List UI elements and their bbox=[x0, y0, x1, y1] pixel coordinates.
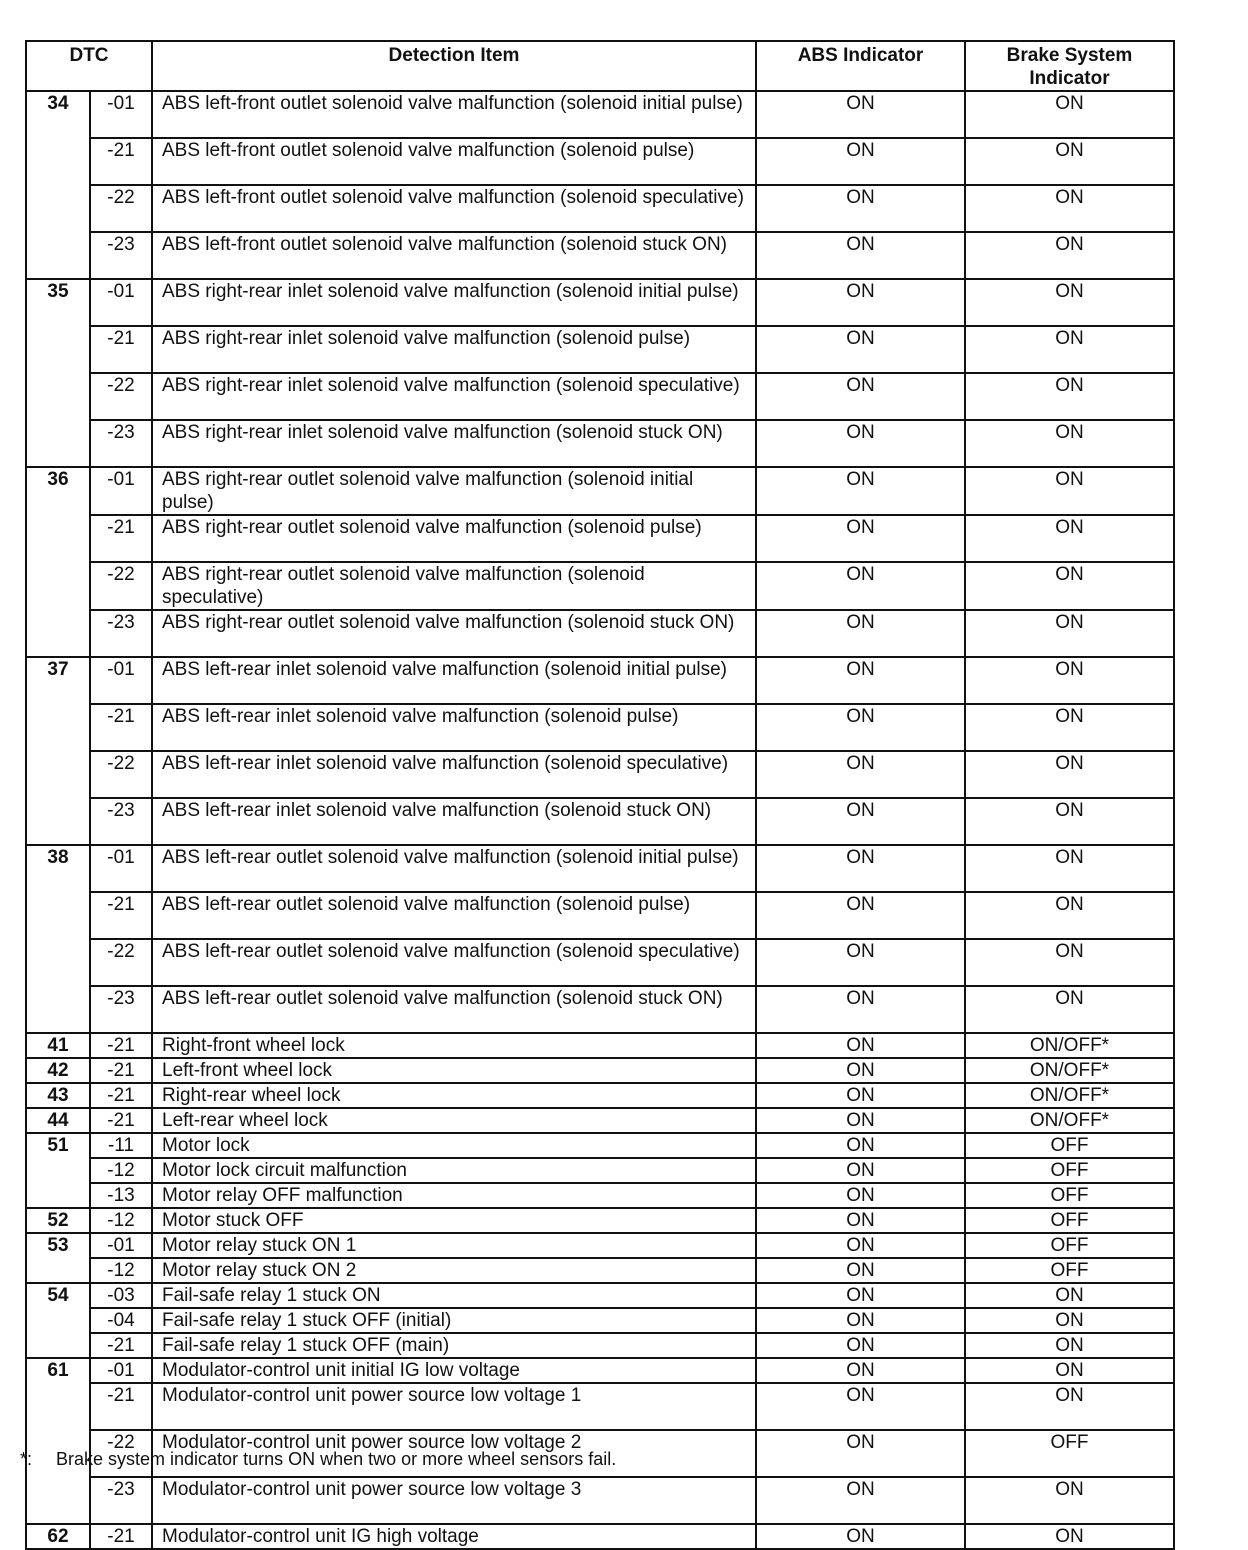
abs-indicator-value: ON bbox=[756, 138, 965, 185]
table-row bbox=[26, 657, 1174, 704]
detection-item: Motor lock circuit malfunction bbox=[152, 1158, 756, 1183]
dtc-sub-code: -01 bbox=[90, 91, 152, 138]
dtc-sub-code: -11 bbox=[90, 1133, 152, 1158]
table-row bbox=[26, 1058, 1174, 1083]
dtc-sub-code: -12 bbox=[90, 1208, 152, 1233]
footnote-mark: *: bbox=[20, 1449, 33, 1469]
dtc-sub-code: -22 bbox=[90, 1430, 152, 1477]
brake-indicator-value: ON bbox=[965, 1333, 1174, 1358]
table-row bbox=[26, 798, 1174, 845]
table-row bbox=[26, 232, 1174, 279]
table-row bbox=[26, 326, 1174, 373]
detection-item: Modulator-control unit initial IG low voltage bbox=[152, 1358, 756, 1383]
table-row bbox=[26, 751, 1174, 798]
brake-indicator-value: ON bbox=[965, 138, 1174, 185]
abs-indicator-value: ON bbox=[756, 845, 965, 892]
detection-item: ABS left-rear outlet solenoid valve malfunction (solenoid stuck ON) bbox=[152, 986, 756, 1033]
table-row bbox=[26, 1083, 1174, 1108]
dtc-main-code: 38 bbox=[26, 845, 90, 892]
abs-indicator-value: ON bbox=[756, 467, 965, 515]
detection-item: Modulator-control unit power source low voltage 1 bbox=[152, 1383, 756, 1430]
dtc-sub-code: -22 bbox=[90, 751, 152, 798]
table-row bbox=[26, 1108, 1174, 1133]
table-row bbox=[26, 1133, 1174, 1158]
detection-item: ABS left-rear outlet solenoid valve malfunction (solenoid speculative) bbox=[152, 939, 756, 986]
abs-indicator-value: ON bbox=[756, 610, 965, 657]
dtc-main-code bbox=[26, 1183, 90, 1208]
brake-indicator-value: ON bbox=[965, 467, 1174, 515]
brake-indicator-value: OFF bbox=[965, 1233, 1174, 1258]
dtc-body bbox=[26, 91, 1174, 1549]
detection-item: Left-front wheel lock bbox=[152, 1058, 756, 1083]
table-row bbox=[26, 1158, 1174, 1183]
dtc-sub-code: -21 bbox=[90, 515, 152, 562]
detection-item: ABS right-rear outlet solenoid valve malfunction (solenoid speculative) bbox=[152, 562, 756, 610]
detection-item: Motor stuck OFF bbox=[152, 1208, 756, 1233]
dtc-sub-code: -22 bbox=[90, 939, 152, 986]
dtc-sub-code: -21 bbox=[90, 326, 152, 373]
table-row bbox=[26, 91, 1174, 138]
brake-indicator-value: ON bbox=[965, 373, 1174, 420]
abs-indicator-value: ON bbox=[756, 562, 965, 610]
dtc-table bbox=[25, 40, 1175, 1550]
table-row bbox=[26, 1033, 1174, 1058]
table-row bbox=[26, 467, 1174, 515]
brake-indicator-value: OFF bbox=[965, 1258, 1174, 1283]
brake-indicator-value: ON bbox=[965, 562, 1174, 610]
detection-item: ABS left-front outlet solenoid valve malfunction (solenoid stuck ON) bbox=[152, 232, 756, 279]
abs-indicator-value: ON bbox=[756, 420, 965, 467]
dtc-sub-code: -22 bbox=[90, 562, 152, 610]
footnote-text: Brake system indicator turns ON when two or more wheel sensors fail. bbox=[56, 1449, 617, 1469]
dtc-main-code: 61 bbox=[26, 1358, 90, 1383]
abs-indicator-value: ON bbox=[756, 1308, 965, 1333]
dtc-main-code: 37 bbox=[26, 657, 90, 704]
detection-item: Modulator-control unit power source low voltage 3 bbox=[152, 1477, 756, 1524]
dtc-sub-code: -01 bbox=[90, 1358, 152, 1383]
abs-indicator-value: ON bbox=[756, 798, 965, 845]
table-row bbox=[26, 515, 1174, 562]
table-row bbox=[26, 138, 1174, 185]
dtc-sub-code: -01 bbox=[90, 279, 152, 326]
detection-item: Motor relay OFF malfunction bbox=[152, 1183, 756, 1208]
detection-item: ABS left-rear inlet solenoid valve malfunction (solenoid pulse) bbox=[152, 704, 756, 751]
detection-item: Modulator-control unit IG high voltage bbox=[152, 1524, 756, 1549]
abs-indicator-value: ON bbox=[756, 185, 965, 232]
dtc-sub-code: -21 bbox=[90, 704, 152, 751]
brake-indicator-value: ON bbox=[965, 751, 1174, 798]
detection-item: ABS left-front outlet solenoid valve malfunction (solenoid initial pulse) bbox=[152, 91, 756, 138]
brake-indicator-value: ON bbox=[965, 1477, 1174, 1524]
dtc-main-code: 53 bbox=[26, 1233, 90, 1258]
dtc-main-code bbox=[26, 1258, 90, 1283]
dtc-main-code: 34 bbox=[26, 91, 90, 138]
detection-item: ABS left-rear inlet solenoid valve malfunction (solenoid speculative) bbox=[152, 751, 756, 798]
dtc-sub-code: -22 bbox=[90, 185, 152, 232]
dtc-main-code bbox=[26, 562, 90, 610]
dtc-sub-code: -23 bbox=[90, 1477, 152, 1524]
dtc-sub-code: -23 bbox=[90, 232, 152, 279]
dtc-main-code bbox=[26, 1308, 90, 1333]
dtc-sub-code: -23 bbox=[90, 986, 152, 1033]
brake-indicator-value: ON bbox=[965, 1524, 1174, 1549]
detection-item: ABS right-rear inlet solenoid valve malfunction (solenoid pulse) bbox=[152, 326, 756, 373]
dtc-sub-code: -03 bbox=[90, 1283, 152, 1308]
brake-indicator-value: ON/OFF* bbox=[965, 1058, 1174, 1083]
detection-item: ABS right-rear outlet solenoid valve malfunction (solenoid initial pulse) bbox=[152, 467, 756, 515]
brake-indicator-value: ON bbox=[965, 798, 1174, 845]
brake-indicator-value: ON bbox=[965, 986, 1174, 1033]
detection-item: Right-front wheel lock bbox=[152, 1033, 756, 1058]
dtc-main-code: 43 bbox=[26, 1083, 90, 1108]
abs-indicator-value: ON bbox=[756, 1183, 965, 1208]
dtc-sub-code: -23 bbox=[90, 798, 152, 845]
dtc-sub-code: -21 bbox=[90, 1333, 152, 1358]
brake-indicator-value: ON bbox=[965, 1283, 1174, 1308]
brake-indicator-value: OFF bbox=[965, 1133, 1174, 1158]
dtc-main-code bbox=[26, 1158, 90, 1183]
brake-indicator-value: ON bbox=[965, 1358, 1174, 1383]
abs-indicator-value: ON bbox=[756, 373, 965, 420]
detection-item: Motor relay stuck ON 1 bbox=[152, 1233, 756, 1258]
dtc-main-code bbox=[26, 232, 90, 279]
dtc-sub-code: -13 bbox=[90, 1183, 152, 1208]
detection-item: Left-rear wheel lock bbox=[152, 1108, 756, 1133]
dtc-sub-code: -21 bbox=[90, 892, 152, 939]
dtc-main-code: 52 bbox=[26, 1208, 90, 1233]
brake-indicator-value: ON bbox=[965, 892, 1174, 939]
table-row bbox=[26, 1383, 1174, 1430]
dtc-sub-code: -04 bbox=[90, 1308, 152, 1333]
abs-indicator-value: ON bbox=[756, 1233, 965, 1258]
abs-indicator-value: ON bbox=[756, 1133, 965, 1158]
dtc-main-code bbox=[26, 939, 90, 986]
dtc-main-code: 41 bbox=[26, 1033, 90, 1058]
dtc-sub-code: -01 bbox=[90, 657, 152, 704]
table-row bbox=[26, 420, 1174, 467]
dtc-main-code bbox=[26, 986, 90, 1033]
detection-item: Fail-safe relay 1 stuck OFF (main) bbox=[152, 1333, 756, 1358]
abs-indicator-value: ON bbox=[756, 657, 965, 704]
abs-indicator-value: ON bbox=[756, 1333, 965, 1358]
table-row bbox=[26, 562, 1174, 610]
dtc-main-code bbox=[26, 892, 90, 939]
abs-indicator-value: ON bbox=[756, 1108, 965, 1133]
abs-indicator-value: ON bbox=[756, 1058, 965, 1083]
dtc-main-code bbox=[26, 1333, 90, 1358]
detection-item: ABS left-rear inlet solenoid valve malfunction (solenoid initial pulse) bbox=[152, 657, 756, 704]
dtc-main-code bbox=[26, 373, 90, 420]
dtc-main-code bbox=[26, 1477, 90, 1524]
brake-indicator-value: OFF bbox=[965, 1158, 1174, 1183]
table-row bbox=[26, 1183, 1174, 1208]
abs-indicator-value: ON bbox=[756, 751, 965, 798]
brake-indicator-value: ON bbox=[965, 326, 1174, 373]
table-row bbox=[26, 1524, 1174, 1549]
table-row bbox=[26, 704, 1174, 751]
dtc-main-code: 36 bbox=[26, 467, 90, 515]
table-row bbox=[26, 939, 1174, 986]
detection-item: Motor relay stuck ON 2 bbox=[152, 1258, 756, 1283]
detection-item: Motor lock bbox=[152, 1133, 756, 1158]
detection-item: ABS right-rear outlet solenoid valve malfunction (solenoid stuck ON) bbox=[152, 610, 756, 657]
abs-indicator-value: ON bbox=[756, 1258, 965, 1283]
dtc-main-code bbox=[26, 751, 90, 798]
brake-indicator-value: OFF bbox=[965, 1430, 1174, 1477]
dtc-main-code: 62 bbox=[26, 1524, 90, 1549]
table-row bbox=[26, 610, 1174, 657]
header-row bbox=[26, 41, 1174, 91]
abs-indicator-value: ON bbox=[756, 1524, 965, 1549]
abs-indicator-value: ON bbox=[756, 91, 965, 138]
header-dtc: DTC bbox=[26, 41, 152, 91]
table-row bbox=[26, 1308, 1174, 1333]
table-row bbox=[26, 1283, 1174, 1308]
dtc-sub-code: -21 bbox=[90, 138, 152, 185]
dtc-sub-code: -01 bbox=[90, 467, 152, 515]
dtc-sub-code: -21 bbox=[90, 1108, 152, 1133]
dtc-main-code bbox=[26, 185, 90, 232]
header-abs-indicator: ABS Indicator bbox=[756, 41, 965, 91]
dtc-sub-code: -21 bbox=[90, 1383, 152, 1430]
abs-indicator-value: ON bbox=[756, 1383, 965, 1430]
brake-indicator-value: ON bbox=[965, 515, 1174, 562]
table-row bbox=[26, 845, 1174, 892]
detection-item: ABS right-rear inlet solenoid valve malfunction (solenoid stuck ON) bbox=[152, 420, 756, 467]
detection-item: Modulator-control unit power source low voltage 2 bbox=[152, 1430, 756, 1477]
dtc-sub-code: -21 bbox=[90, 1083, 152, 1108]
dtc-main-code bbox=[26, 610, 90, 657]
abs-indicator-value: ON bbox=[756, 1283, 965, 1308]
dtc-main-code bbox=[26, 515, 90, 562]
dtc-main-code bbox=[26, 326, 90, 373]
detection-item: ABS left-front outlet solenoid valve malfunction (solenoid speculative) bbox=[152, 185, 756, 232]
brake-indicator-value: ON bbox=[965, 1383, 1174, 1430]
table-row bbox=[26, 892, 1174, 939]
dtc-sub-code: -21 bbox=[90, 1524, 152, 1549]
dtc-sub-code: -12 bbox=[90, 1258, 152, 1283]
footnote bbox=[20, 1448, 616, 1470]
table-row bbox=[26, 1358, 1174, 1383]
dtc-sub-code: -01 bbox=[90, 1233, 152, 1258]
header-detection-item: Detection Item bbox=[152, 41, 756, 91]
abs-indicator-value: ON bbox=[756, 1083, 965, 1108]
brake-indicator-value: ON bbox=[965, 91, 1174, 138]
dtc-sub-code: -12 bbox=[90, 1158, 152, 1183]
abs-indicator-value: ON bbox=[756, 939, 965, 986]
brake-indicator-value: ON/OFF* bbox=[965, 1033, 1174, 1058]
dtc-main-code: 35 bbox=[26, 279, 90, 326]
dtc-main-code: 54 bbox=[26, 1283, 90, 1308]
brake-indicator-value: ON/OFF* bbox=[965, 1083, 1174, 1108]
detection-item: ABS left-front outlet solenoid valve malfunction (solenoid pulse) bbox=[152, 138, 756, 185]
table-row bbox=[26, 373, 1174, 420]
detection-item: ABS left-rear outlet solenoid valve malfunction (solenoid initial pulse) bbox=[152, 845, 756, 892]
brake-indicator-value: ON bbox=[965, 704, 1174, 751]
brake-indicator-value: ON bbox=[965, 279, 1174, 326]
brake-indicator-value: OFF bbox=[965, 1208, 1174, 1233]
dtc-main-code bbox=[26, 138, 90, 185]
detection-item: ABS right-rear inlet solenoid valve malfunction (solenoid initial pulse) bbox=[152, 279, 756, 326]
dtc-main-code: 44 bbox=[26, 1108, 90, 1133]
header-brake-indicator: Brake System Indicator bbox=[965, 41, 1174, 91]
detection-item: Fail-safe relay 1 stuck OFF (initial) bbox=[152, 1308, 756, 1333]
detection-item: Fail-safe relay 1 stuck ON bbox=[152, 1283, 756, 1308]
abs-indicator-value: ON bbox=[756, 1208, 965, 1233]
dtc-main-code bbox=[26, 1383, 90, 1430]
abs-indicator-value: ON bbox=[756, 279, 965, 326]
detection-item: ABS right-rear inlet solenoid valve malfunction (solenoid speculative) bbox=[152, 373, 756, 420]
dtc-sub-code: -23 bbox=[90, 610, 152, 657]
brake-indicator-value: ON bbox=[965, 610, 1174, 657]
table-row bbox=[26, 279, 1174, 326]
brake-indicator-value: ON bbox=[965, 1308, 1174, 1333]
table-row bbox=[26, 1258, 1174, 1283]
detection-item: Right-rear wheel lock bbox=[152, 1083, 756, 1108]
detection-item: ABS left-rear outlet solenoid valve malfunction (solenoid pulse) bbox=[152, 892, 756, 939]
table-row bbox=[26, 986, 1174, 1033]
abs-indicator-value: ON bbox=[756, 1430, 965, 1477]
dtc-main-code: 51 bbox=[26, 1133, 90, 1158]
brake-indicator-value: OFF bbox=[965, 1183, 1174, 1208]
dtc-main-code: 42 bbox=[26, 1058, 90, 1083]
dtc-main-code bbox=[26, 798, 90, 845]
brake-indicator-value: ON bbox=[965, 657, 1174, 704]
abs-indicator-value: ON bbox=[756, 1033, 965, 1058]
table-row bbox=[26, 185, 1174, 232]
detection-item: ABS left-rear inlet solenoid valve malfunction (solenoid stuck ON) bbox=[152, 798, 756, 845]
dtc-sub-code: -21 bbox=[90, 1033, 152, 1058]
brake-indicator-value: ON bbox=[965, 420, 1174, 467]
dtc-sub-code: -21 bbox=[90, 1058, 152, 1083]
abs-indicator-value: ON bbox=[756, 986, 965, 1033]
abs-indicator-value: ON bbox=[756, 326, 965, 373]
brake-indicator-value: ON bbox=[965, 939, 1174, 986]
dtc-main-code bbox=[26, 704, 90, 751]
brake-indicator-value: ON bbox=[965, 845, 1174, 892]
abs-indicator-value: ON bbox=[756, 1477, 965, 1524]
abs-indicator-value: ON bbox=[756, 515, 965, 562]
dtc-sub-code: -23 bbox=[90, 420, 152, 467]
table-row bbox=[26, 1208, 1174, 1233]
abs-indicator-value: ON bbox=[756, 892, 965, 939]
abs-indicator-value: ON bbox=[756, 232, 965, 279]
abs-indicator-value: ON bbox=[756, 1158, 965, 1183]
brake-indicator-value: ON bbox=[965, 232, 1174, 279]
abs-indicator-value: ON bbox=[756, 704, 965, 751]
dtc-sub-code: -22 bbox=[90, 373, 152, 420]
detection-item: ABS right-rear outlet solenoid valve malfunction (solenoid pulse) bbox=[152, 515, 756, 562]
table-row bbox=[26, 1333, 1174, 1358]
table-row bbox=[26, 1233, 1174, 1258]
brake-indicator-value: ON/OFF* bbox=[965, 1108, 1174, 1133]
dtc-sub-code: -01 bbox=[90, 845, 152, 892]
abs-indicator-value: ON bbox=[756, 1358, 965, 1383]
table-row bbox=[26, 1477, 1174, 1524]
dtc-main-code bbox=[26, 420, 90, 467]
brake-indicator-value: ON bbox=[965, 185, 1174, 232]
